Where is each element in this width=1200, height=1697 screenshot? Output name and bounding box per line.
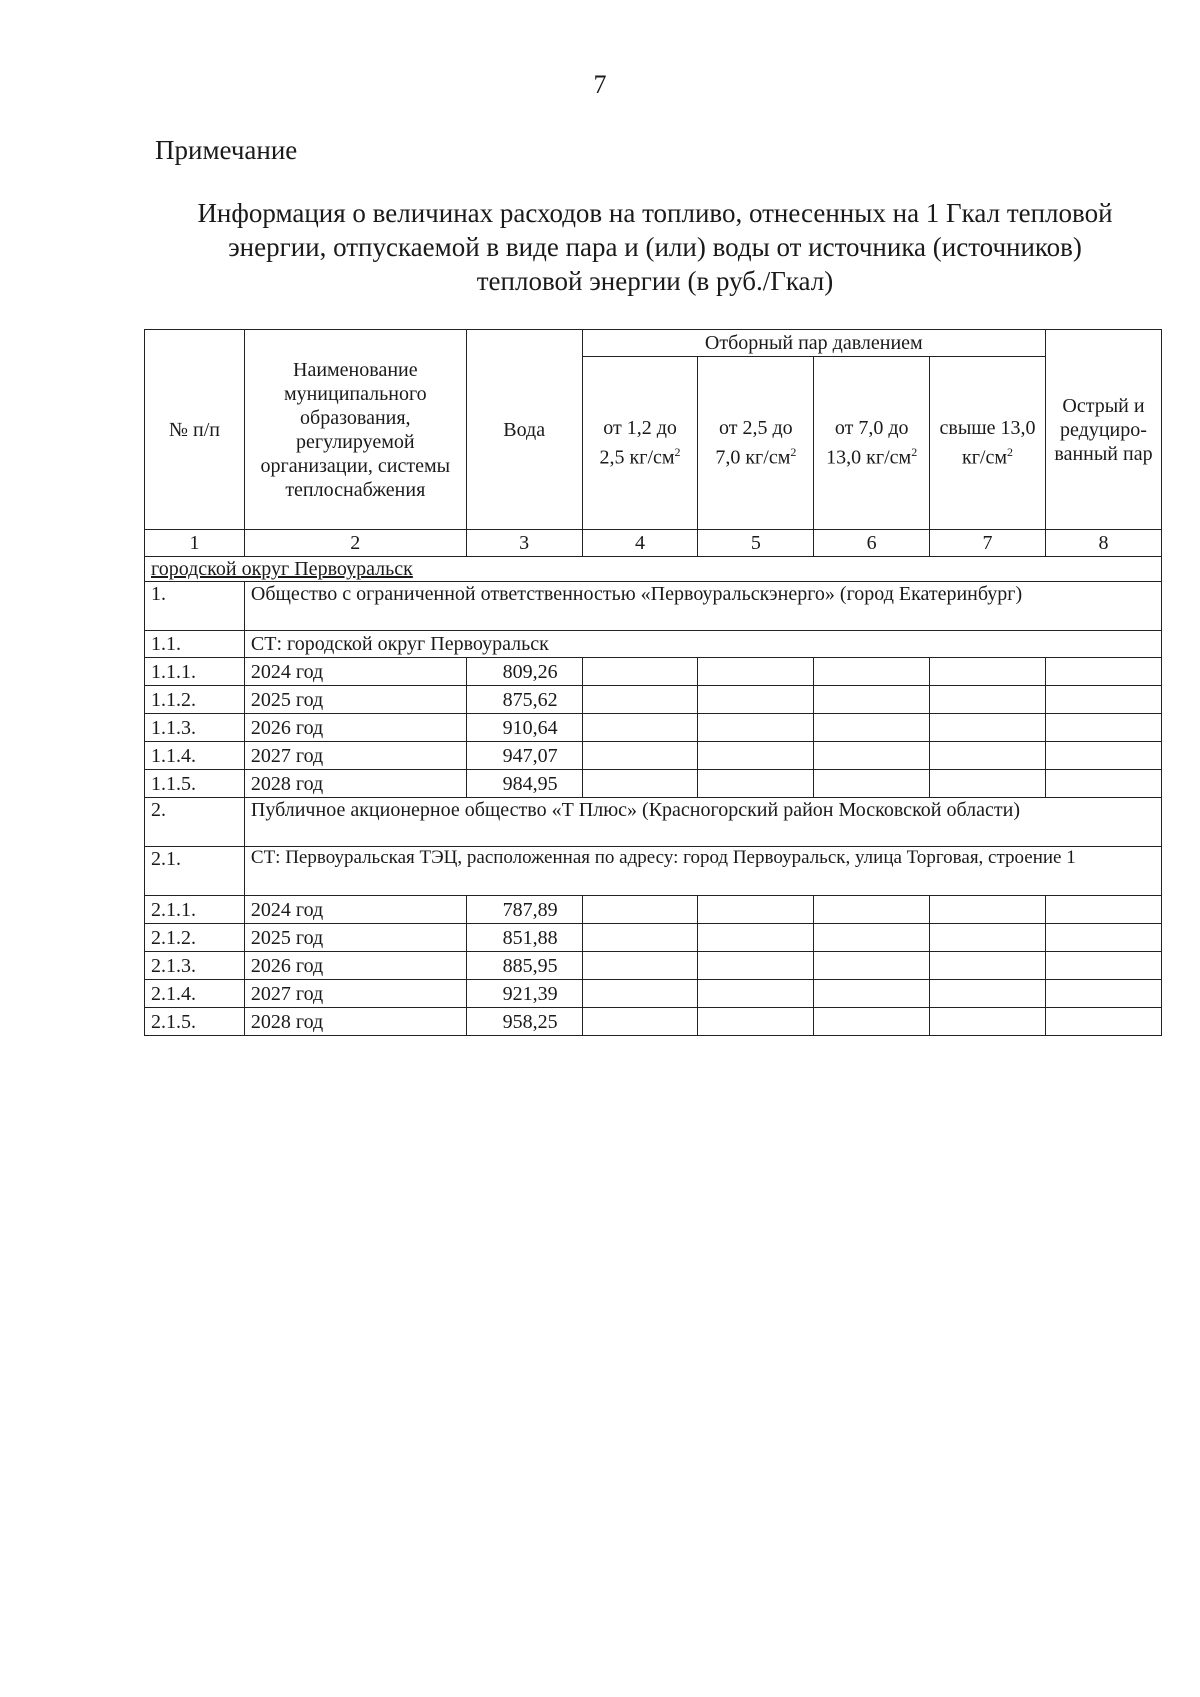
- unit-exponent: 2: [674, 445, 681, 460]
- column-number: 7: [930, 530, 1046, 557]
- row-water: 947,07: [466, 742, 582, 770]
- row-water: 851,88: [466, 924, 582, 952]
- system-num: 2.1.: [145, 847, 245, 896]
- empty-cell: [930, 896, 1046, 924]
- empty-cell: [814, 1008, 930, 1036]
- empty-cell: [1045, 658, 1161, 686]
- empty-cell: [814, 742, 930, 770]
- empty-cell: [582, 714, 698, 742]
- empty-cell: [1045, 742, 1161, 770]
- row-year: 2026 год: [244, 714, 466, 742]
- empty-cell: [814, 770, 930, 798]
- column-number: 6: [814, 530, 930, 557]
- fuel-cost-table: [144, 329, 1162, 1036]
- column-number: 2: [244, 530, 466, 557]
- empty-cell: [930, 952, 1046, 980]
- row-year: 2028 год: [244, 770, 466, 798]
- row-year: 2024 год: [244, 658, 466, 686]
- empty-cell: [1045, 924, 1161, 952]
- empty-cell: [698, 686, 814, 714]
- row-water: 809,26: [466, 658, 582, 686]
- row-year: 2026 год: [244, 952, 466, 980]
- row-year: 2028 год: [244, 1008, 466, 1036]
- column-number: 5: [698, 530, 814, 557]
- table-row: [145, 924, 1162, 952]
- row-water: 875,62: [466, 686, 582, 714]
- title-line: тепловой энергии (в руб./Гкал): [476, 266, 834, 296]
- empty-cell: [698, 770, 814, 798]
- header-water: Вода: [466, 330, 582, 530]
- document-title: [155, 196, 1155, 298]
- header-col4-text: от 1,2 до 2,5 кг/см: [599, 417, 677, 469]
- column-number: 4: [582, 530, 698, 557]
- org-num: 1.: [145, 582, 245, 631]
- empty-cell: [930, 924, 1046, 952]
- table-row: [145, 714, 1162, 742]
- header-col7: [930, 357, 1046, 530]
- system-row: [145, 631, 1162, 658]
- table-row: [145, 952, 1162, 980]
- section-row: [145, 557, 1162, 582]
- empty-cell: [582, 952, 698, 980]
- org-name: Публичное акционерное общество «Т Плюс» (Красногорский район Московской области): [244, 798, 1161, 847]
- empty-cell: [582, 980, 698, 1008]
- row-num: 1.1.4.: [145, 742, 245, 770]
- org-row: [145, 582, 1162, 631]
- row-num: 1.1.2.: [145, 686, 245, 714]
- empty-cell: [1045, 770, 1161, 798]
- row-num: 2.1.4.: [145, 980, 245, 1008]
- empty-cell: [582, 770, 698, 798]
- empty-cell: [814, 896, 930, 924]
- row-year: 2027 год: [244, 980, 466, 1008]
- row-water: 885,95: [466, 952, 582, 980]
- empty-cell: [814, 686, 930, 714]
- column-number: 3: [466, 530, 582, 557]
- org-num: 2.: [145, 798, 245, 847]
- row-num: 1.1.1.: [145, 658, 245, 686]
- empty-cell: [698, 924, 814, 952]
- row-water: 921,39: [466, 980, 582, 1008]
- system-row: [145, 847, 1162, 896]
- row-num: 2.1.5.: [145, 1008, 245, 1036]
- header-num: № п/п: [145, 330, 245, 530]
- table-row: [145, 980, 1162, 1008]
- org-row: [145, 798, 1162, 847]
- table-row: [145, 742, 1162, 770]
- empty-cell: [814, 952, 930, 980]
- system-name: СТ: городской округ Первоуральск: [244, 631, 1161, 658]
- row-water: 984,95: [466, 770, 582, 798]
- empty-cell: [814, 980, 930, 1008]
- empty-cell: [1045, 952, 1161, 980]
- header-col6: [814, 357, 930, 530]
- empty-cell: [698, 1008, 814, 1036]
- empty-cell: [930, 686, 1046, 714]
- unit-exponent: 2: [911, 445, 918, 460]
- row-year: 2024 год: [244, 896, 466, 924]
- row-year: 2027 год: [244, 742, 466, 770]
- header-col4: [582, 357, 698, 530]
- row-num: 1.1.5.: [145, 770, 245, 798]
- empty-cell: [930, 1008, 1046, 1036]
- row-num: 1.1.3.: [145, 714, 245, 742]
- row-water: 910,64: [466, 714, 582, 742]
- empty-cell: [698, 952, 814, 980]
- table-row: [145, 896, 1162, 924]
- empty-cell: [698, 980, 814, 1008]
- row-num: 2.1.3.: [145, 952, 245, 980]
- header-col7-text: свыше 13,0 кг/см: [939, 417, 1036, 469]
- unit-exponent: 2: [1007, 445, 1014, 460]
- page-number: 7: [593, 70, 607, 99]
- row-water: 787,89: [466, 896, 582, 924]
- column-number: 8: [1045, 530, 1161, 557]
- empty-cell: [582, 924, 698, 952]
- empty-cell: [930, 742, 1046, 770]
- table-row: [145, 686, 1162, 714]
- empty-cell: [930, 658, 1046, 686]
- empty-cell: [698, 896, 814, 924]
- empty-cell: [1045, 686, 1161, 714]
- unit-exponent: 2: [790, 445, 797, 460]
- empty-cell: [1045, 896, 1161, 924]
- header-name: Наименование муниципального образования, регулируемой организации, системы теплоснабжения: [244, 330, 466, 530]
- row-num: 2.1.2.: [145, 924, 245, 952]
- note-heading: Примечание: [155, 135, 298, 165]
- section-title: городской округ Первоуральск: [145, 557, 1162, 582]
- empty-cell: [582, 658, 698, 686]
- empty-cell: [1045, 980, 1161, 1008]
- empty-cell: [1045, 714, 1161, 742]
- row-year: 2025 год: [244, 686, 466, 714]
- header-col5: [698, 357, 814, 530]
- empty-cell: [814, 714, 930, 742]
- header-col5-text: от 2,5 до 7,0 кг/см: [715, 417, 793, 469]
- empty-cell: [582, 686, 698, 714]
- column-number-row: [145, 530, 1162, 557]
- header-row: [145, 330, 1162, 357]
- empty-cell: [1045, 1008, 1161, 1036]
- header-sharp-steam: Острый и редуциро-ванный пар: [1045, 330, 1161, 530]
- table-row: [145, 1008, 1162, 1036]
- empty-cell: [698, 714, 814, 742]
- empty-cell: [698, 742, 814, 770]
- empty-cell: [930, 770, 1046, 798]
- empty-cell: [930, 980, 1046, 1008]
- empty-cell: [582, 896, 698, 924]
- column-number: 1: [145, 530, 245, 557]
- row-water: 958,25: [466, 1008, 582, 1036]
- table-row: [145, 770, 1162, 798]
- title-line: энергии, отпускаемой в виде пара и (или) воды от источника (источников): [228, 232, 1082, 262]
- org-name: Общество с ограниченной ответственностью «Первоуральскэнерго» (город Екатеринбург): [244, 582, 1161, 631]
- row-num: 2.1.1.: [145, 896, 245, 924]
- table-row: [145, 658, 1162, 686]
- empty-cell: [698, 658, 814, 686]
- header-steam-group: Отборный пар давлением: [582, 330, 1045, 357]
- system-num: 1.1.: [145, 631, 245, 658]
- empty-cell: [814, 658, 930, 686]
- empty-cell: [582, 742, 698, 770]
- empty-cell: [814, 924, 930, 952]
- system-name: СТ: Первоуральская ТЭЦ, расположенная по адресу: город Первоуральск, улица Торговая, строение 1: [244, 847, 1161, 896]
- title-line: Информация о величинах расходов на топливо, отнесенных на 1 Гкал тепловой: [197, 198, 1113, 228]
- header-col6-text: от 7,0 до 13,0 кг/см: [826, 417, 912, 469]
- empty-cell: [582, 1008, 698, 1036]
- row-year: 2025 год: [244, 924, 466, 952]
- empty-cell: [930, 714, 1046, 742]
